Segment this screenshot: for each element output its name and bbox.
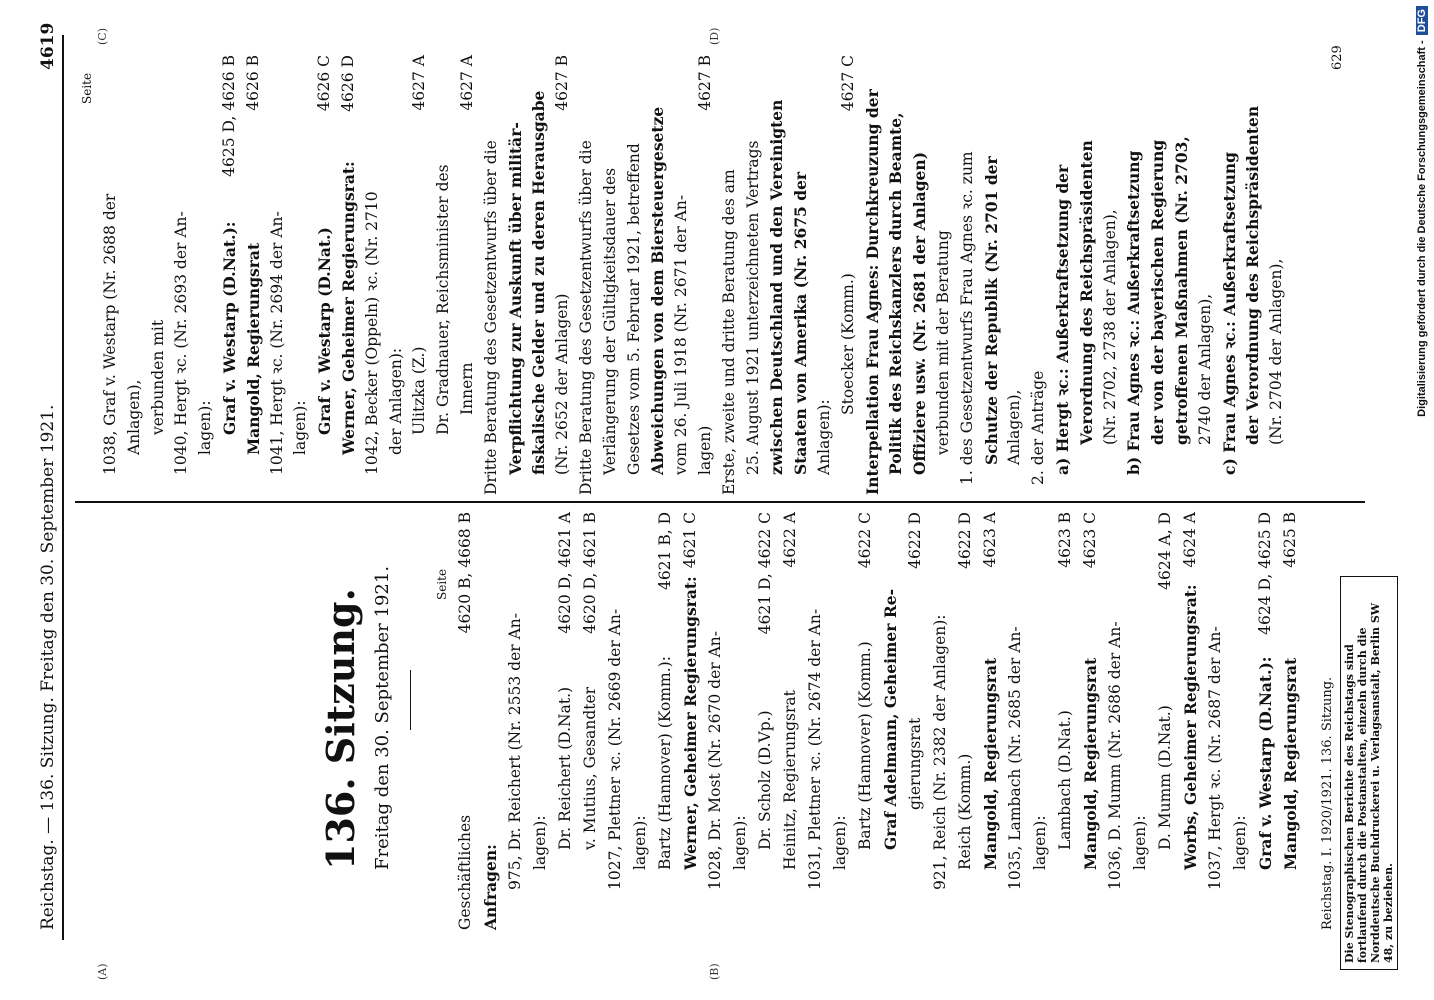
toc-entry-text: 921, Reich (Nr. 2382 der Anlagen):: [931, 614, 949, 890]
toc-entry: [1004, 55, 1028, 495]
toc-entry: [1030, 512, 1055, 930]
toc-entry-text: Werner, Geheimer Regierungsrat:: [339, 161, 358, 455]
toc-entry-page: 4620 B, 4668 B: [456, 512, 474, 634]
toc-entry: [655, 512, 680, 930]
toc-entry-text: Mangold, Regierungsrat: [1081, 657, 1100, 870]
toc-entry-page: 4627 B: [553, 55, 572, 111]
toc-entry-text: Interpellation Frau Agnes: Durchkreuzung der: [862, 89, 882, 495]
toc-entry-text: Verlängerung der Gültigkeitsdauer des: [600, 167, 619, 475]
toc-entry-page: 4620 D, 4621 A: [556, 512, 574, 634]
toc-entry-text: Dr. Gradnauer, Reichsminister des: [434, 164, 453, 435]
toc-entry: [1230, 512, 1255, 930]
toc-entry: [457, 55, 481, 495]
toc-entry-text: getroffenen Maßnahmen (Nr. 2703,: [1172, 136, 1191, 445]
toc-entry-text: Erste, zweite und dritte Beratung des am: [719, 169, 738, 495]
toc-entry-text: Graf v. Westarp (D.Nat.): [315, 227, 335, 435]
toc-entry-text: Anlagen),: [124, 379, 143, 455]
toc-entry-page: 4623 B: [1056, 512, 1074, 568]
toc-entry-text: 1031, Plettner ꝛc. (Nr. 2674 der An-: [806, 608, 824, 890]
toc-entry: [219, 55, 243, 495]
toc-entry: [933, 55, 957, 495]
toc-entry: [980, 512, 1005, 930]
toc-entry-page: 4623 C: [1081, 512, 1099, 569]
toc-entry: [780, 512, 805, 930]
toc-entry-text: gierungsrat: [906, 717, 924, 810]
toc-entry-text: b) Frau Agnes ꝛc.: Außerkraftsetzung: [1124, 150, 1144, 475]
margin-mark-b: (B): [708, 963, 721, 980]
toc-entry: [552, 55, 576, 495]
toc-entry-text: Anfragen:: [481, 844, 500, 930]
toc-entry-text: (Nr. 2702, 2738 der Anlagen),: [1100, 209, 1119, 445]
toc-entry-page: 4621 C: [681, 512, 699, 569]
toc-entry-text: Geschäftliches: [456, 814, 474, 930]
toc-entry-page: 4626 B: [243, 55, 262, 111]
toc-entry-text: Mangold, Regierungsrat: [981, 657, 1000, 870]
toc-entry: [805, 512, 830, 930]
toc-entry-text: Anlagen),: [1005, 389, 1024, 465]
toc-entry-text: der Verordnung des Reichspräsidenten: [1243, 105, 1263, 445]
footer-left: Reichstag. I. 1920/1921. 136. Sitzung.: [1320, 676, 1335, 930]
seite-label-right: Seite: [80, 72, 94, 104]
toc-entry-text: verbunden mit: [148, 319, 167, 435]
toc-entry: [243, 55, 267, 495]
margin-mark-d: (D): [708, 27, 721, 45]
toc-entry-text: Mangold, Regierungsrat: [243, 242, 263, 455]
toc-entry: [171, 55, 195, 495]
toc-entry: [647, 55, 671, 495]
toc-entry-text: Ulitzka (Z.): [410, 346, 429, 435]
toc-entry-text: 1042, Becker (Oppeln) ꝛc. (Nr. 2710: [362, 191, 381, 475]
toc-entry: [124, 55, 148, 495]
toc-entry-text: 2740 der Anlagen),: [1195, 293, 1214, 445]
toc-entry-text: a) Hergt ꝛc.: Außerkraftsetzung der: [1053, 164, 1072, 475]
toc-entry-text: 1041, Hergt ꝛc. (Nr. 2694 der An-: [267, 211, 286, 475]
toc-entry-text: 1028, Dr. Most (Nr. 2670 der An-: [706, 631, 724, 890]
toc-entry-text: v. Mutius, Gesandter: [581, 686, 599, 850]
toc-entry-page: 4626 C: [315, 55, 334, 112]
toc-entry-text: Politik des Reichskanzlers durch Beamte,: [886, 112, 906, 475]
toc-entry: [743, 55, 767, 495]
toc-entry-text: c) Frau Agnes ꝛc.: Außerkraftsetzung: [1219, 152, 1239, 475]
toc-entry-page: 4620 D, 4621 B: [581, 512, 599, 634]
toc-entry-text: lagen): [696, 425, 714, 475]
toc-entry-text: Graf v. Westarp (D.Nat.):: [1256, 656, 1275, 870]
toc-entry-text: 1036, D. Mumm (Nr. 2686 der An-: [1106, 621, 1124, 890]
toc-entry: [1266, 55, 1290, 495]
toc-entry-text: 1035, Lambach (Nr. 2685 der An-: [1006, 626, 1024, 890]
toc-entry-text: lagen):: [831, 815, 849, 870]
digitization-credit: [1416, 6, 1432, 992]
toc-entry-text: der Anlagen):: [386, 347, 405, 455]
toc-entry-page: 4623 A: [981, 512, 999, 568]
toc-entry: [862, 55, 886, 495]
dfg-logo: DFG: [1416, 6, 1428, 35]
toc-entry: [957, 55, 981, 495]
toc-entry-page: 4622 D: [956, 512, 974, 569]
toc-entry: [1280, 512, 1305, 930]
toc-entry: [705, 512, 730, 930]
digitization-text: Digitalisierung gefördert durch die Deutsche Forschungsgemeinschaft -: [1416, 40, 1428, 417]
toc-entry: [814, 55, 838, 495]
toc-entry-text: 2. der Anträge: [1029, 370, 1048, 485]
toc-entry: [600, 55, 624, 495]
distribution-notice: Die Stenographischen Berichte des Reichstags sind fortlaufend durch die Postanstalten, einzeln durch die Norddeutsche Buchdruckerei u. Verlagsanstalt, Berlin SW 48, zu beziehen.: [1340, 576, 1398, 970]
toc-entry: [1195, 55, 1219, 495]
title-rule: [410, 670, 411, 730]
toc-entry-text: Bartz (Hannover) (Komm.): [856, 641, 874, 850]
toc-entry-text: Dr. Scholz (D.Vp.): [756, 710, 774, 850]
toc-entry: [830, 512, 855, 930]
toc-entry-page: 4621 D, 4622 C: [756, 512, 774, 635]
toc-entry-text: Graf v. Westarp (D.Nat.):: [220, 221, 239, 435]
toc-entry: [338, 55, 362, 495]
page-number: 4619: [38, 22, 58, 70]
toc-entry-text: Anlagen):: [815, 399, 833, 475]
toc-entry-text: Verordnung des Reichspräsidenten: [1076, 140, 1096, 445]
toc-entry-text: 1038, Graf v. Westarp (Nr. 2688 der: [101, 193, 119, 475]
running-header: Reichstag. — 136. Sitzung. Freitag den 30. September 1921.: [38, 404, 58, 930]
toc-entry-text: Schutze der Republik (Nr. 2701 der: [981, 156, 1001, 465]
toc-entry-text: lagen):: [196, 400, 215, 455]
toc-entry: [267, 55, 291, 495]
seite-label-left: Seite: [435, 568, 449, 600]
toc-entry: [671, 55, 695, 495]
toc-entry-text: Graf Adelmann, Geheimer Re-: [881, 588, 900, 850]
toc-entry: [766, 55, 790, 495]
toc-entry-page: 4624 D, 4625 D: [1256, 512, 1274, 635]
toc-entry-text: der von der bayerischen Regierung: [1148, 139, 1168, 445]
toc-entry: [1171, 55, 1195, 495]
toc-entry-text: 25. August 1921 unterzeichneten Vertrags: [743, 140, 762, 475]
toc-entry: [290, 55, 314, 495]
toc-entry: [730, 512, 755, 930]
toc-entry-page: 4625 B: [1281, 512, 1299, 568]
toc-entry: [1255, 512, 1280, 930]
toc-entry-text: (Nr. 2704 der Anlagen),: [1267, 258, 1286, 445]
toc-entry-page: 4626 D: [339, 55, 357, 112]
toc-entry: [905, 512, 930, 930]
toc-entry-page: 4627 A: [410, 55, 429, 111]
toc-entry: [605, 512, 630, 930]
toc-entry-page: 4622 D: [906, 512, 924, 569]
toc-entry: [195, 55, 219, 495]
toc-entry: [1123, 55, 1147, 495]
toc-entry-text: Werner, Geheimer Regierungsrat:: [681, 576, 700, 870]
margin-mark-a: (A): [96, 963, 109, 980]
toc-entry-text: lagen):: [291, 400, 310, 455]
toc-entry: [1205, 512, 1230, 930]
toc-entry-text: vom 26. Juli 1918 (Nr. 2671 der An-: [672, 194, 691, 475]
toc-entry: [1005, 512, 1030, 930]
toc-entry: [455, 512, 480, 930]
toc-entry-text: Mangold, Regierungsrat: [1281, 657, 1300, 870]
toc-entry-text: (Nr. 2652 der Anlagen): [553, 293, 572, 475]
toc-entry: [1105, 512, 1130, 930]
toc-entry-text: lagen):: [531, 815, 549, 870]
toc-entry: [481, 55, 505, 495]
toc-entry-text: Dritte Beratung des Gesetzentwurfs über die: [577, 140, 595, 495]
toc-entry: [680, 512, 705, 930]
toc-entry: [630, 512, 655, 930]
toc-entry-text: Reich (Komm.): [956, 753, 974, 870]
toc-entry-page: 4622 A: [781, 512, 799, 568]
toc-entry: [1080, 512, 1105, 930]
toc-entry-text: Offiziere usw. (Nr. 2681 der Anlagen): [910, 151, 930, 475]
toc-entry-text: Innern: [458, 362, 476, 415]
toc-entry-text: Stoecker (Komm.): [838, 273, 857, 415]
toc-entry: [838, 55, 862, 495]
toc-entry: [1180, 512, 1205, 930]
toc-entry: [930, 512, 955, 930]
toc-entry-text: Abweichungen von dem Biersteuergesetze: [648, 106, 668, 475]
toc-entry-text: Bartz (Hannover) (Komm.):: [656, 656, 674, 870]
toc-entry-text: 1040, Hergt ꝛc. (Nr. 2693 der An-: [172, 211, 191, 475]
toc-entry: [555, 512, 580, 930]
toc-entry: [1155, 512, 1180, 930]
toc-entry-text: zwischen Deutschland und den Vereinigten: [767, 99, 787, 475]
toc-entry: [1130, 512, 1155, 930]
toc-entry: [1242, 55, 1266, 495]
toc-entry: [1028, 55, 1052, 495]
toc-entry: [386, 55, 410, 495]
toc-entry: [528, 55, 552, 495]
toc-entry: [955, 512, 980, 930]
toc-entry: [1219, 55, 1243, 495]
toc-entry-text: Lambach (D.Nat.): [1056, 710, 1074, 850]
toc-entry-page: 4622 C: [856, 512, 874, 569]
toc-entry: [1147, 55, 1171, 495]
margin-mark-c: (C): [96, 28, 109, 45]
toc-entry-text: 1037, Hergt ꝛc. (Nr. 2687 der An-: [1206, 626, 1224, 890]
toc-entry: [624, 55, 648, 495]
toc-entry-text: Verpflichtung zur Auskunft über militär-: [505, 122, 525, 475]
toc-entry: [981, 55, 1005, 495]
toc-entry-text: 1027, Plettner ꝛc. (Nr. 2669 der An-: [606, 608, 624, 890]
footer-sheet-number: 629: [1330, 45, 1345, 70]
session-title: 136. Sitzung.: [318, 588, 363, 870]
toc-entry: [148, 55, 172, 495]
column-divider: [75, 502, 1365, 504]
toc-entry: [1100, 55, 1124, 495]
toc-entry: [880, 512, 905, 930]
toc-entry: [314, 55, 338, 495]
toc-entry: [719, 55, 743, 495]
toc-entry: [505, 55, 529, 495]
toc-entry-text: verbunden mit der Beratung: [934, 230, 952, 455]
toc-entry-text: Staaten von Amerika (Nr. 2675 der: [791, 171, 811, 475]
toc-entry-page: 4627 A: [458, 55, 476, 111]
toc-entry: [1055, 512, 1080, 930]
toc-entry-text: lagen):: [1031, 815, 1049, 870]
toc-entry: [409, 55, 433, 495]
toc-entry: [755, 512, 780, 930]
toc-entry-text: lagen):: [631, 815, 649, 870]
toc-entry: [580, 512, 605, 930]
toc-entry-text: lagen):: [1131, 815, 1149, 870]
toc-entry-page: 4627 C: [838, 55, 857, 112]
toc-entry-text: fiskalische Gelder und zu deren Herausgabe: [529, 90, 549, 475]
toc-entry: [576, 55, 600, 495]
toc-entry-page: 4624 A: [1181, 512, 1199, 568]
toc-entry-page: 4627 B: [696, 55, 714, 111]
toc-entry: [362, 55, 386, 495]
toc-entry-text: Worbs, Geheimer Regierungsrat:: [1181, 584, 1200, 870]
toc-entry-text: lagen):: [1231, 815, 1249, 870]
toc-entry: [855, 512, 880, 930]
toc-entry-page: 4621 B, D: [656, 512, 674, 591]
toc-entry-text: 975, Dr. Reichert (Nr. 2553 der An-: [506, 612, 524, 890]
toc-entry: [505, 512, 530, 930]
toc-entry-text: Dritte Beratung des Gesetzentwurfs über die: [481, 140, 500, 495]
toc-entry: [433, 55, 457, 495]
toc-entry: [530, 512, 555, 930]
toc-entry: [909, 55, 933, 495]
toc-entry: [100, 55, 124, 495]
header-rule: [62, 35, 64, 940]
toc-entry-text: Gesetzes vom 5. Februar 1921, betreffend: [624, 143, 643, 475]
toc-entry-text: Heinitz, Regierungsrat: [781, 690, 799, 870]
toc-entry: [695, 55, 719, 495]
session-date: Freitag den 30. September 1921.: [372, 565, 393, 870]
toc-entry: [1076, 55, 1100, 495]
toc-entry: [885, 55, 909, 495]
toc-entry: [790, 55, 814, 495]
toc-entry-page: 4625 D, 4626 B: [220, 55, 238, 177]
toc-entry-text: lagen):: [731, 815, 749, 870]
toc-entry-text: D. Mumm (D.Nat.): [1156, 705, 1174, 850]
toc-entry: [480, 512, 505, 930]
toc-entry-page: 4624 A, D: [1156, 512, 1174, 590]
toc-entry-text: 1. des Gesetzentwurfs Frau Agnes ꝛc. zum: [957, 151, 976, 485]
toc-entry-text: Dr. Reichert (D.Nat.): [556, 686, 574, 850]
toc-entry: [1052, 55, 1076, 495]
